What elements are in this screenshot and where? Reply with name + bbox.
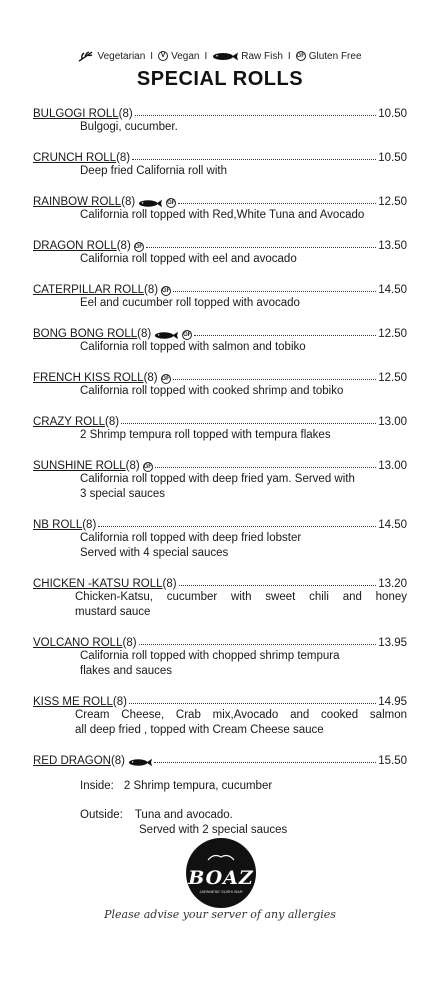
- menu-item: [33, 633, 407, 679]
- menu-item-price: 12.50: [378, 372, 407, 384]
- menu-item-count: (8): [118, 108, 133, 120]
- menu-item-icons: [128, 758, 152, 767]
- raw-fish-icon: [138, 199, 162, 208]
- menu-item-price: 13.50: [378, 240, 407, 252]
- menu-item-count: (8): [162, 578, 177, 590]
- menu-item-description: California roll topped with eel and avocado: [80, 253, 297, 265]
- legend-gluten-free: Gluten Free: [308, 50, 362, 62]
- menu-item-line: [33, 104, 407, 120]
- menu-item: [33, 751, 407, 767]
- inside-label: Inside:: [80, 780, 114, 792]
- gluten-free-icon: GF: [143, 464, 152, 470]
- outside-note: Served with 2 special sauces: [139, 824, 288, 836]
- menu-item-count: (8): [116, 240, 131, 252]
- menu-item-count: (8): [112, 696, 127, 708]
- menu-item-line: [33, 412, 407, 428]
- menu-item-line: [33, 236, 407, 252]
- menu-item-description: California roll topped with deep fried lobster: [80, 532, 302, 544]
- gluten-free-icon: GF: [296, 53, 305, 59]
- menu-item-line: [33, 692, 407, 708]
- dot-leader: [194, 335, 376, 336]
- menu-item: [33, 412, 407, 443]
- menu-item-name: BONG BONG ROLL: [33, 328, 138, 340]
- menu-item-line: [33, 574, 407, 590]
- menu-item: [33, 148, 407, 179]
- menu-item-price: 13.00: [378, 416, 407, 428]
- menu-item-price: 14.50: [378, 284, 407, 296]
- outside-label: Outside:: [80, 809, 123, 821]
- menu-item-count: (8): [105, 416, 120, 428]
- menu-item-line: [33, 515, 407, 531]
- legend-raw-fish: Raw Fish: [241, 50, 283, 62]
- menu-item-icons: [138, 198, 176, 208]
- menu-item-count: (8): [137, 328, 152, 340]
- menu-item-price: 12.50: [378, 328, 407, 340]
- menu-item-name: RED DRAGON: [33, 755, 111, 767]
- menu-item-description: California roll topped with deep fried yam. Served with: [80, 473, 355, 485]
- menu-item-description: mustard sauce: [75, 606, 151, 618]
- gluten-free-icon: GF: [134, 244, 143, 250]
- menu-item-price: 14.50: [378, 519, 407, 531]
- menu-item-name: CATERPILLAR ROLL: [33, 284, 144, 296]
- menu-item-line: [33, 751, 407, 767]
- menu-item-count: (8): [110, 755, 126, 767]
- menu-item-line: [33, 368, 407, 384]
- dot-leader: [121, 423, 376, 424]
- menu-item-description: California roll topped with Red,White Tuna and Avocado: [80, 209, 365, 221]
- menu-item-description: Bulgogi, cucumber.: [80, 121, 178, 133]
- menu-item-line: [33, 280, 407, 296]
- menu-item: [33, 104, 407, 135]
- menu-item-icons: [143, 462, 153, 472]
- menu-item-line: [33, 456, 407, 472]
- page-title: SPECIAL ROLLS: [136, 68, 304, 90]
- dot-leader: [173, 291, 376, 292]
- menu-item-name: SUNSHINE ROLL: [33, 460, 126, 472]
- menu-item-name: CHICKEN -KATSU ROLL: [33, 578, 163, 590]
- menu-item-price: 10.50: [378, 152, 407, 164]
- menu-item-name: CRUNCH ROLL: [33, 152, 117, 164]
- dot-leader: [146, 247, 376, 248]
- menu-item-icons: [161, 286, 171, 296]
- menu-item-count: (8): [122, 637, 137, 649]
- menu-item-name: BULGOGI ROLL: [33, 108, 119, 120]
- menu-item-name: CRAZY ROLL: [33, 416, 106, 428]
- menu-item-name: DRAGON ROLL: [33, 240, 117, 252]
- menu-item-price: 13.95: [378, 637, 407, 649]
- menu-item: [33, 192, 407, 223]
- menu-item-description: Chicken-Katsu, cucumber with sweet chili and honey: [75, 591, 407, 603]
- menu-item-price: 12.50: [378, 196, 407, 208]
- menu-item-price: 10.50: [378, 108, 407, 120]
- dot-leader: [135, 115, 377, 116]
- red-dragon-details: [33, 779, 407, 838]
- menu-item-name: RAINBOW ROLL: [33, 196, 122, 208]
- menu-item-price: 13.20: [378, 578, 407, 590]
- menu-item-icons: [154, 330, 192, 340]
- menu-item-line: [33, 633, 407, 649]
- menu-item: [33, 236, 407, 267]
- gluten-free-icon: GF: [161, 376, 170, 382]
- menu-item-price: 13.00: [378, 460, 407, 472]
- dot-leader: [132, 159, 376, 160]
- outside-row: [33, 808, 407, 823]
- menu-item: [33, 515, 407, 561]
- vegetarian-leaf-icon: [78, 50, 94, 62]
- menu-item-line: [33, 192, 407, 208]
- dot-leader: [179, 585, 377, 586]
- boaz-logo: [186, 838, 256, 908]
- menu-item-description: Deep fried California roll with: [80, 165, 228, 177]
- menu-item-count: (8): [143, 372, 158, 384]
- menu-item: [33, 368, 407, 399]
- legend-vegetarian: Vegetarian: [97, 50, 146, 62]
- menu-item-count: (8): [144, 284, 159, 296]
- dot-leader: [139, 644, 377, 645]
- dot-leader: [155, 467, 376, 468]
- menu-item: [33, 280, 407, 311]
- inside-row: [33, 779, 407, 794]
- logo-ornament-icon: [206, 853, 236, 861]
- menu-item-line: [33, 324, 407, 340]
- dot-leader: [173, 379, 377, 380]
- logo-name: BOAZ: [188, 866, 254, 889]
- menu-item-name: NB ROLL: [33, 519, 83, 531]
- menu-item-description: Served with 4 special sauces: [80, 547, 229, 559]
- dot-leader: [129, 703, 376, 704]
- menu-item-description: all deep fried , topped with Cream Cheese sauce: [75, 724, 324, 736]
- menu-item-price: 15.50: [378, 755, 407, 767]
- menu-item-name: FRENCH KISS ROLL: [33, 372, 144, 384]
- vegan-icon: V: [158, 51, 168, 61]
- menu-item-description: California roll topped with salmon and tobiko: [80, 341, 306, 353]
- allergy-notice: Please advise your server of any allergies: [104, 908, 336, 921]
- menu-item-price: 14.95: [378, 696, 407, 708]
- raw-fish-icon: [212, 52, 238, 61]
- raw-fish-icon: [128, 758, 152, 767]
- dietary-legend: Vegetarian I V Vegan I Raw Fish I GF Gluten Free: [0, 50, 440, 62]
- dot-leader: [178, 203, 376, 204]
- menu-item-description: California roll topped with cooked shrimp and tobiko: [80, 385, 344, 397]
- outside-value: Tuna and avocado.: [134, 809, 233, 821]
- menu-item-icons: [134, 242, 144, 252]
- menu-item-count: (8): [125, 460, 140, 472]
- gluten-free-icon: GF: [167, 200, 176, 206]
- gluten-free-icon: GF: [183, 332, 192, 338]
- raw-fish-icon: [154, 331, 178, 340]
- menu-item-name: VOLCANO ROLL: [33, 637, 123, 649]
- menu-item-name: KISS ME ROLL: [33, 696, 113, 708]
- menu-item: [33, 692, 407, 738]
- menu-item-icons: [161, 374, 171, 384]
- gluten-free-icon: GF: [161, 288, 171, 294]
- menu-item-count: (8): [116, 152, 131, 164]
- dot-leader: [154, 762, 376, 763]
- menu-item: [33, 324, 407, 355]
- menu-item-count: (8): [121, 196, 136, 208]
- menu-item-count: (8): [82, 519, 97, 531]
- menu-item-description: 2 Shrimp tempura roll topped with tempura flakes: [80, 429, 331, 441]
- legend-vegan: Vegan: [171, 50, 200, 62]
- menu-item-description: 3 special sauces: [80, 488, 166, 500]
- menu-item-description: Cream Cheese, Crab mix,Avocado and cooked salmon: [75, 709, 407, 721]
- menu-item-description: Eel and cucumber roll topped with avocado: [80, 297, 300, 309]
- menu-item: [33, 574, 407, 620]
- dot-leader: [98, 526, 376, 527]
- inside-value: 2 Shrimp tempura, cucumber: [123, 780, 273, 792]
- menu-list: [33, 104, 407, 838]
- menu-item-description: California roll topped with chopped shrimp tempura: [80, 650, 340, 662]
- menu-item-description: flakes and sauces: [80, 665, 173, 677]
- menu-item: [33, 456, 407, 502]
- logo-tagline: JAPANESE SUSHI BAR: [199, 888, 243, 894]
- menu-item-line: [33, 148, 407, 164]
